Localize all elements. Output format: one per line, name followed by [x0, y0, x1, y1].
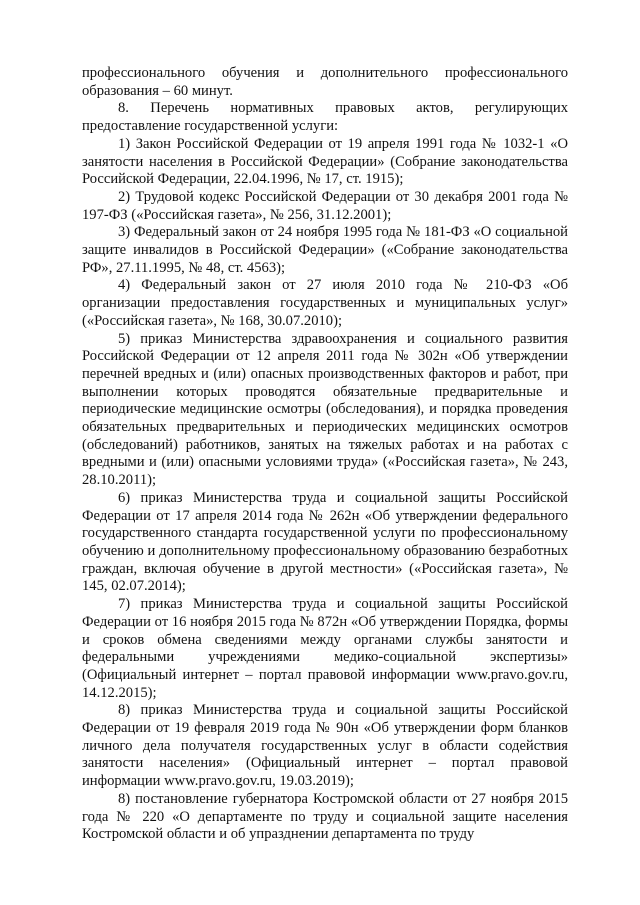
list-item-1: 1) Закон Российской Федерации от 19 апреля 1991 года № 1032-1 «О занятости населения в Российской Федерации» (Собрание законодательства Российской Федерации, 22.04.1996, № 17, ст. 1915); [82, 135, 568, 188]
section-8-heading: 8. Перечень нормативных правовых актов, регулирующих предоставление государственной услуги: [82, 100, 568, 135]
list-item-5: 5) приказ Министерства здравоохранения и социального развития Российской Федерации от 12 апреля 2011 года № 302н «Об утверждении перечней вредных и (или) опасных производственных факторов и работ, при выполнении которых проводятся обязательные предварительные и периодические медицинские осмотры (обследования), и порядка проведения обязательных предварительных и периодических медицинских осмотров (обследований) работников, занятых на тяжелых работах и на работах с вредными и (или) опасными условиями труда» («Российская газета», № 243, 28.10.2011); [82, 330, 568, 489]
list-item-8-second: 8) постановление губернатора Костромской области от 27 ноября 2015 года № 220 «О департаменте по труду и социальной защите населения Костромской области и об упразднении департамента по труду [82, 790, 568, 843]
list-item-4: 4) Федеральный закон от 27 июля 2010 года № 210-ФЗ «Об организации предоставления государственных и муниципальных услуг» («Российская газета», № 168, 30.07.2010); [82, 277, 568, 329]
list-item-2: 2) Трудовой кодекс Российской Федерации от 30 декабря 2001 года № 197-ФЗ («Российская газета», № 256, 31.12.2001); [82, 188, 568, 223]
list-item-6: 6) приказ Министерства труда и социальной защиты Российской Федерации от 17 апреля 2014 года № 262н «Об утверждении федерального государственного стандарта государственной услуги по профессиональному обучению и дополнительному профессиональному образованию безработных граждан, включая обучение в другой местности» («Российская газета», № 145, 02.07.2014); [82, 489, 568, 595]
list-item-3: 3) Федеральный закон от 24 ноября 1995 года № 181-ФЗ «О социальной защите инвалидов в Российской Федерации» («Собрание законодательства РФ», 27.11.1995, № 48, ст. 4563); [82, 224, 568, 276]
document-body [82, 65, 568, 844]
list-item-7: 7) приказ Министерства труда и социальной защиты Российской Федерации от 16 ноября 2015 года № 872н «Об утверждении Порядка, формы и сроков обмена сведениями между органами службы занятости и федеральными учреждениями медико-социальной экспертизы» (Официальный интернет – портал правовой информации www.pravo.gov.ru, 14.12.2015); [82, 596, 568, 701]
paragraph-continuation: профессионального обучения и дополнительного профессионального образования – 60 минут. [82, 65, 568, 99]
list-item-8: 8) приказ Министерства труда и социальной защиты Российской Федерации от 19 февраля 2019 года № 90н «Об утверждении форм бланков личного дела получателя государственных услуг в области содействия занятости населения» (Официальный интернет – портал правовой информации www.pravo.gov.ru, 19.03.2019); [82, 702, 568, 790]
